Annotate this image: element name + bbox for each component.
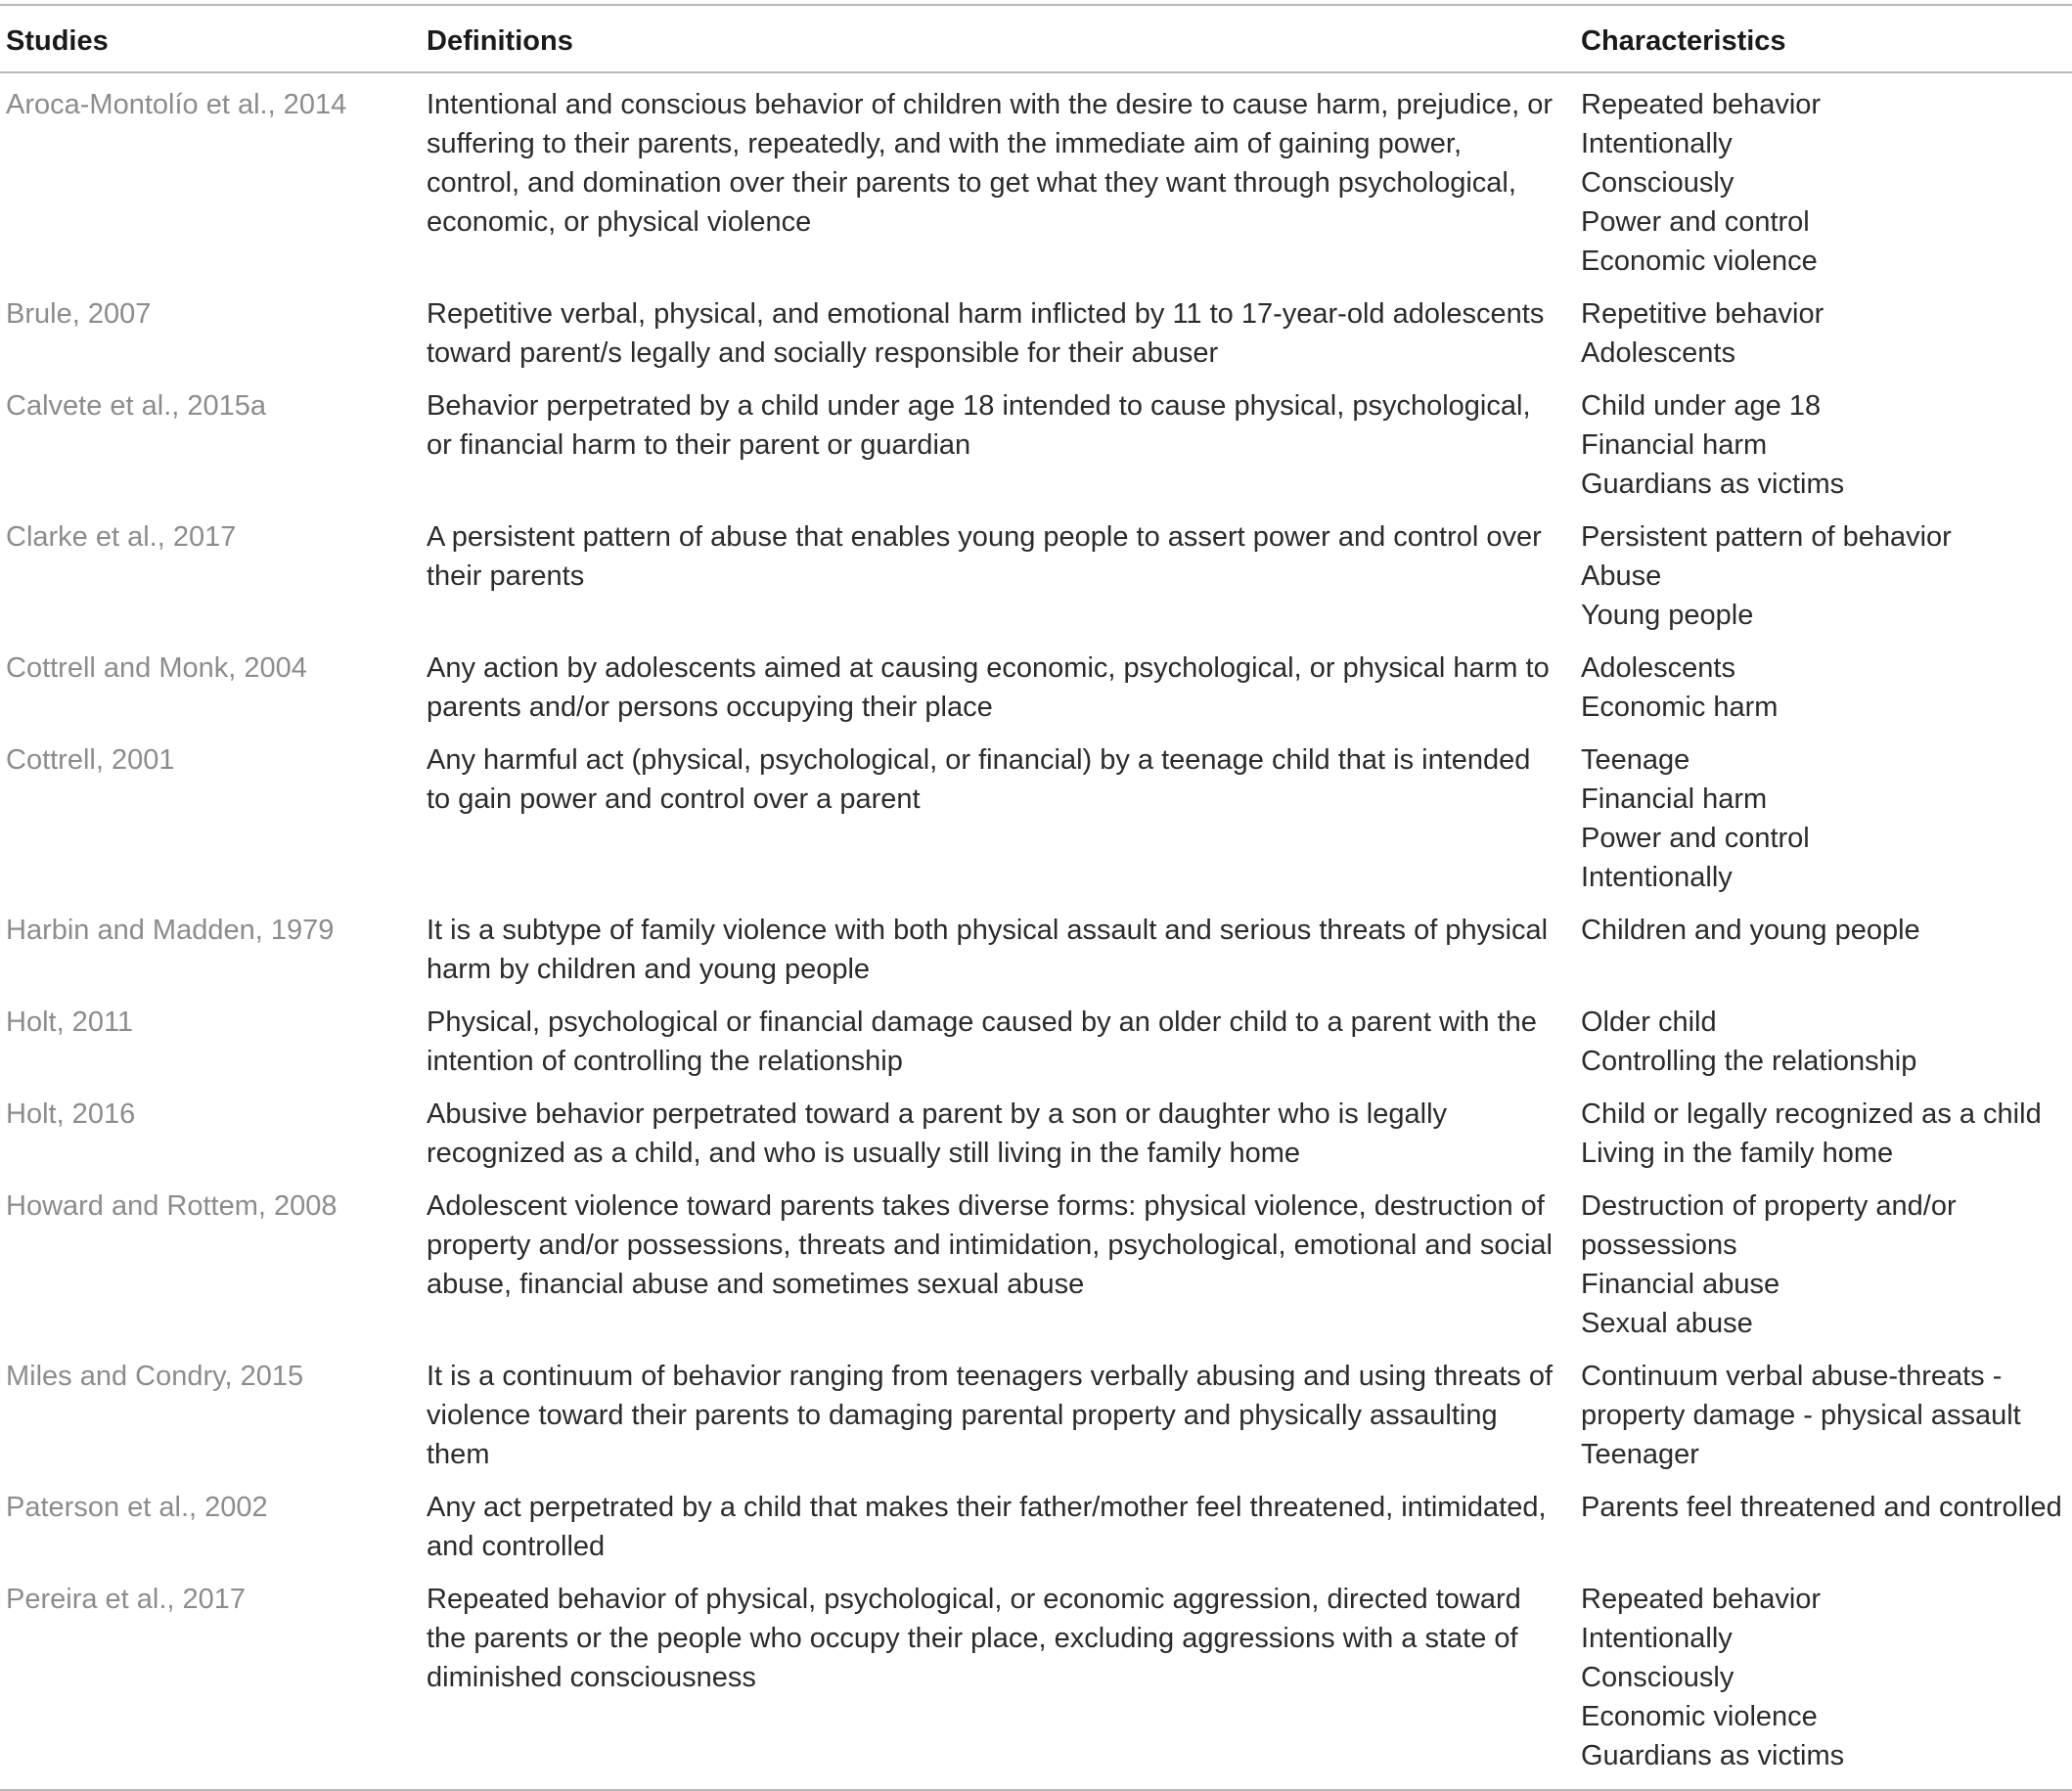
table-row: [0, 288, 2072, 380]
characteristics-cell: [1581, 1573, 2072, 1790]
characteristic-item: Economic violence: [1581, 246, 1818, 277]
characteristic-item: Children and young people: [1581, 915, 1920, 946]
characteristic-item: Guardians as victims: [1581, 1740, 1845, 1771]
definition-cell: Any act perpetrated by a child that makes their father/mother feel threatened, intimidated, and controlled: [427, 1492, 1547, 1562]
characteristic-item: Sexual abuse: [1581, 1308, 1753, 1339]
characteristics-cell: [1581, 1088, 2072, 1180]
definition-cell: Abusive behavior perpetrated toward a parent by a son or daughter who is legally recognized as a child, and who is usually still living in the family home: [427, 1098, 1448, 1169]
study-cell: Miles and Condry, 2015: [6, 1361, 304, 1392]
characteristic-item: Teenage: [1581, 744, 1690, 776]
table-row: [0, 380, 2072, 511]
study-cell: Cottrell, 2001: [6, 744, 175, 776]
definitions-table-container: [0, 4, 2072, 1791]
table-body: [0, 72, 2072, 1790]
header-studies: Studies: [6, 25, 109, 57]
characteristic-item: Teenager: [1581, 1439, 1699, 1470]
characteristic-item: Guardians as victims: [1581, 469, 1845, 500]
definitions-table: [0, 4, 2072, 1791]
characteristic-item: Parents feel threatened and controlled: [1581, 1492, 2062, 1523]
definition-cell: Intentional and conscious behavior of children with the desire to cause harm, prejudice, or suffering to their parents, repeatedly, and with the immediate aim of gaining power, control, and domination over their parents to get what they want through psychological, economic, or physical violence: [427, 89, 1553, 238]
study-cell: Aroca-Montolío et al., 2014: [6, 89, 347, 120]
header-definitions: Definitions: [427, 25, 573, 57]
table-row: [0, 1180, 2072, 1350]
characteristic-item: Adolescents: [1581, 337, 1735, 369]
characteristic-item: Adolescents: [1581, 652, 1735, 684]
study-cell: Harbin and Madden, 1979: [6, 915, 335, 946]
characteristic-item: Persistent pattern of behavior: [1581, 521, 1952, 553]
characteristics-cell: [1581, 380, 2072, 511]
characteristic-item: Intentionally: [1581, 128, 1733, 159]
characteristics-cell: [1581, 1481, 2072, 1573]
table-row: [0, 511, 2072, 642]
study-cell: Holt, 2011: [6, 1007, 134, 1038]
characteristic-item: Continuum verbal abuse-threats - property damage - physical assault: [1581, 1361, 2021, 1431]
characteristic-item: Repeated behavior: [1581, 89, 1822, 120]
characteristic-item: Financial harm: [1581, 429, 1768, 461]
characteristic-item: Financial harm: [1581, 784, 1768, 815]
characteristic-item: Child under age 18: [1581, 390, 1822, 422]
characteristic-item: Living in the family home: [1581, 1138, 1894, 1169]
study-cell: Pereira et al., 2017: [6, 1584, 247, 1615]
definition-cell: A persistent pattern of abuse that enables young people to assert power and control over their parents: [427, 521, 1542, 592]
study-cell: Brule, 2007: [6, 298, 152, 330]
characteristic-item: Controlling the relationship: [1581, 1046, 1917, 1077]
definition-cell: Any harmful act (physical, psychological, or financial) by a teenage child that is intended to gain power and control over a parent: [427, 744, 1531, 815]
study-cell: Howard and Rottem, 2008: [6, 1190, 338, 1222]
table-header: [0, 5, 2072, 72]
characteristic-item: Power and control: [1581, 206, 1810, 238]
table-row: [0, 1088, 2072, 1180]
header-row: [0, 5, 2072, 72]
definition-cell: Any action by adolescents aimed at causing economic, psychological, or physical harm to parents and/or persons occupying their place: [427, 652, 1550, 723]
characteristic-item: Intentionally: [1581, 1623, 1733, 1654]
table-row: [0, 1350, 2072, 1481]
characteristics-cell: [1581, 1350, 2072, 1481]
characteristic-item: Power and control: [1581, 823, 1810, 854]
study-cell: Calvete et al., 2015a: [6, 390, 267, 422]
table-row: [0, 1481, 2072, 1573]
characteristics-cell: [1581, 734, 2072, 904]
characteristics-cell: [1581, 288, 2072, 380]
characteristic-item: Consciously: [1581, 167, 1734, 199]
study-cell: Cottrell and Monk, 2004: [6, 652, 307, 684]
characteristic-item: Repetitive behavior: [1581, 298, 1824, 330]
definition-cell: Physical, psychological or financial damage caused by an older child to a parent with the intention of controlling the relationship: [427, 1007, 1537, 1077]
table-row: [0, 904, 2072, 996]
definition-cell: Repeated behavior of physical, psychological, or economic aggression, directed toward the parents or the people who occupy their place, excluding aggressions with a state of diminished consciousness: [427, 1584, 1521, 1693]
table-row: [0, 642, 2072, 734]
characteristics-cell: [1581, 511, 2072, 642]
characteristics-cell: [1581, 72, 2072, 288]
definition-cell: Repetitive verbal, physical, and emotional harm inflicted by 11 to 17-year-old adolescents toward parent/s legally and socially responsible for their abuser: [427, 298, 1545, 369]
definition-cell: Behavior perpetrated by a child under age 18 intended to cause physical, psychological, or financial harm to their parent or guardian: [427, 390, 1531, 461]
characteristic-item: Abuse: [1581, 560, 1662, 592]
table-row: [0, 72, 2072, 288]
header-characteristics: Characteristics: [1581, 25, 1786, 57]
characteristics-cell: [1581, 904, 2072, 996]
definition-cell: It is a continuum of behavior ranging from teenagers verbally abusing and using threats of violence toward their parents to damaging parental property and physically assaulting them: [427, 1361, 1554, 1470]
characteristic-item: Financial abuse: [1581, 1269, 1780, 1300]
study-cell: Holt, 2016: [6, 1098, 136, 1130]
characteristic-item: Economic harm: [1581, 692, 1779, 723]
study-cell: Paterson et al., 2002: [6, 1492, 268, 1523]
characteristic-item: Destruction of property and/or possessions: [1581, 1190, 1957, 1261]
characteristic-item: Consciously: [1581, 1662, 1734, 1693]
table-row: [0, 734, 2072, 904]
characteristics-cell: [1581, 1180, 2072, 1350]
characteristics-cell: [1581, 996, 2072, 1088]
definition-cell: It is a subtype of family violence with both physical assault and serious threats of physical harm by children and young people: [427, 915, 1549, 985]
characteristic-item: Intentionally: [1581, 862, 1733, 893]
characteristics-cell: [1581, 642, 2072, 734]
characteristic-item: Older child: [1581, 1007, 1717, 1038]
table-row: [0, 996, 2072, 1088]
definition-cell: Adolescent violence toward parents takes diverse forms: physical violence, destruction of property and/or possessions, threats and intimidation, psychological, emotional and social abuse, financial abuse and sometimes sexual abuse: [427, 1190, 1553, 1300]
characteristic-item: Young people: [1581, 600, 1754, 631]
characteristic-item: Repeated behavior: [1581, 1584, 1822, 1615]
table-row: [0, 1573, 2072, 1790]
study-cell: Clarke et al., 2017: [6, 521, 237, 553]
characteristic-item: Economic violence: [1581, 1701, 1818, 1732]
characteristic-item: Child or legally recognized as a child: [1581, 1098, 2042, 1130]
